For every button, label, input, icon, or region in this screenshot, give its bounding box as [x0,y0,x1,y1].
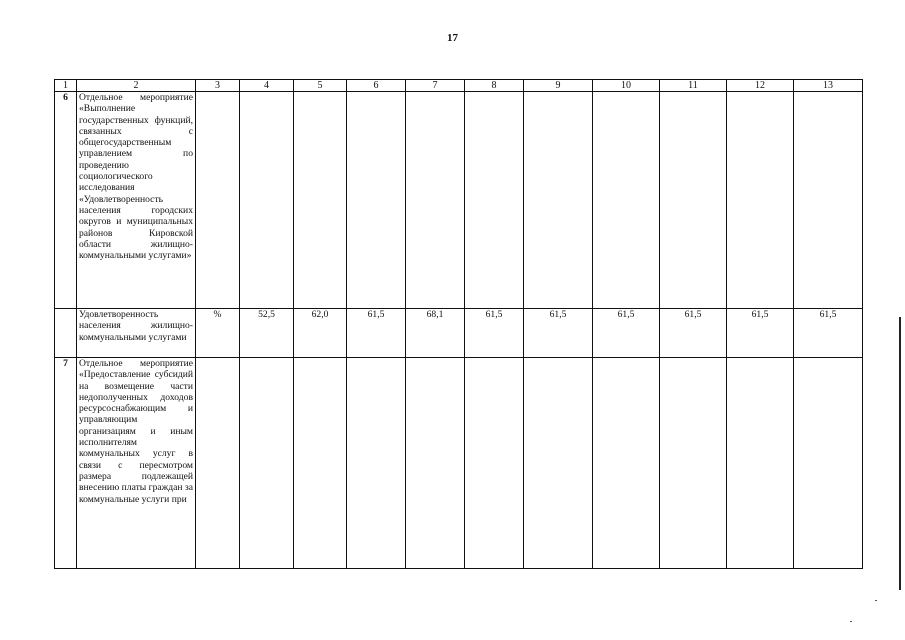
row-description: Отдельное мероприятие «Выполнение государственных функций, связанных с общегосударственным управлением по проведению социологического исследования «Удовлетворенность населения городских округов и муниципальных районов Кировской области жилищно-коммунальными услугами» [77,92,196,309]
value-cell [406,358,465,569]
value-cell [294,358,347,569]
value-cell [347,358,406,569]
row-description: Удовлетворенность населения жилищно-коммунальными услугами [77,309,196,358]
value-cell [593,92,660,309]
value-cell [294,92,347,309]
row-number: 6 [55,92,77,309]
value-cell [727,358,794,569]
value-cell [593,358,660,569]
row-number [55,309,77,358]
value-cell [347,92,406,309]
value-cell: 61,5 [660,309,727,358]
column-number: 4 [240,80,294,92]
value-cell: 61,5 [465,309,524,358]
column-number: 6 [347,80,406,92]
value-cell [794,358,863,569]
value-cell [660,92,727,309]
unit-cell: % [196,309,240,358]
value-cell [727,92,794,309]
value-cell [524,358,593,569]
table-row [55,92,863,309]
column-number: 3 [196,80,240,92]
column-number: 9 [524,80,593,92]
value-cell: 61,5 [347,309,406,358]
value-cell: 61,5 [593,309,660,358]
value-cell [794,92,863,309]
scan-edge-line [899,317,901,590]
indicators-table [54,79,863,569]
value-cell: 68,1 [406,309,465,358]
value-cell: 62,0 [294,309,347,358]
value-cell [465,358,524,569]
column-number: 1 [55,80,77,92]
value-cell: 61,5 [524,309,593,358]
column-number: 5 [294,80,347,92]
value-cell [524,92,593,309]
column-number: 12 [727,80,794,92]
column-number-row [55,80,863,92]
value-cell [406,92,465,309]
scan-speck [850,621,852,622]
value-cell [240,92,294,309]
table-row [55,309,863,358]
value-cell [660,358,727,569]
value-cell [465,92,524,309]
scan-speck [875,600,877,601]
unit-cell [196,358,240,569]
column-number: 11 [660,80,727,92]
column-number: 7 [406,80,465,92]
column-number: 13 [794,80,863,92]
value-cell [240,358,294,569]
column-number: 10 [593,80,660,92]
row-description: Отдельное мероприятие «Предоставление субсидий на возмещение части недополученных доходов ресурсоснабжающим и управляющим организациям и иным исполнителям коммунальных услуг в связи с пересмотром размера подлежащей внесению платы граждан за коммунальные услуги при [77,358,196,569]
table-row [55,358,863,569]
value-cell: 52,5 [240,309,294,358]
column-number: 2 [77,80,196,92]
column-number: 8 [465,80,524,92]
value-cell: 61,5 [794,309,863,358]
value-cell: 61,5 [727,309,794,358]
page-number: 17 [447,32,458,44]
unit-cell [196,92,240,309]
row-number: 7 [55,358,77,569]
